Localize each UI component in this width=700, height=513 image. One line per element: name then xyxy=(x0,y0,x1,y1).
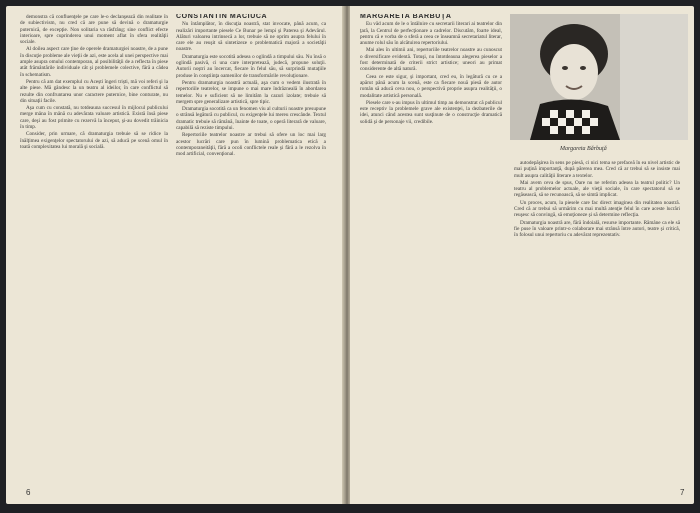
right-page xyxy=(350,6,694,504)
paragraph: Dramaturgia este socotită adesea o oglindă a timpului său. Nu însă o oglindă pasivă, ci una care interpretează, judecă, propune soluţii. Autorii noştri au încercat, fiecare în felul său, să surprindă mutaţiile produse în conştiinţa oamenilor de transformările revoluţionare. xyxy=(176,53,326,79)
author-byline: CONSTANTIN MACIUCĂ xyxy=(176,14,268,20)
paragraph: Repertoriile teatrelor noastre ar trebui să ofere un loc mai larg acestor lucrări care pun în lumină problematica etică a contemporaneităţii, fără a ocoli conflictele reale şi fără a le rezolva în mod artificial, convenţional. xyxy=(176,132,326,158)
paragraph: Mai avem ceva de spus, Oare nu ne referim adesea la teatrul politic? Un teatru al problemelor actuale, ale vieţii sociale, în care spectatorul să se regăsească, să se recunoască, să se simtă implicat. xyxy=(514,179,680,199)
left-page-column-1 xyxy=(20,14,168,464)
paragraph: autodepăşirea în sens pe piesă, ci nici tema se prefaceă în ea nivel artistic de mai puţină importanţă, după părerea mea. Cred că ar trebui să se insiste mai mult asupra calităţii literare a textelor. xyxy=(514,160,680,179)
paragraph: Consider, prin urmare, că dramaturgia trebuie să se ridice la înălţimea exigenţelor spectatorului de azi, să aducă pe scenă omul în toată complexitatea lui morală şi socială. xyxy=(20,131,168,150)
paragraph: Aşa cum cu constată, nu totdeauna succesul în mijlocul publicului merge mâna în mână cu adevărata valoare artistică. Există însă piese care, deşi au fost primite cu rezervă la început, şi-au dovedit trăinicia în timp. xyxy=(20,105,168,131)
left-page-column-2 xyxy=(176,14,326,494)
paragraph: Nu întâmplător, în discuţia noastră, stat invocate, până acum, ca realizări importante piesele Ce Bunar pe lempi şi Paterea şi Adevărul. Alături valoarea intrinsecă a lor, trebuie să ne oprim asupra felului în care ele au reuşit să sintetizeze o problematică majoră a societăţii noastre. xyxy=(176,21,326,53)
paragraph: Pentru că am dat exemplul cu Acești îngeri triști, mă voi referi şi la alte piese. Mă gândesc la un teatru al ideilor, în care conflictul să rezulte din confruntarea unor caractere puternice, bine conturate, nu din situaţii facile. xyxy=(20,78,168,104)
author-byline: MARGARETA BĂRBUŢĂ xyxy=(360,14,452,20)
left-page xyxy=(6,6,344,504)
page-number-left: 6 xyxy=(26,488,31,497)
paragraph: Pentru dramaturgia noastră actuală, aşa cum o vedem ilustrată în repertoriile teatrelor, se impune o mai mare îndrăzneală în abordarea temelor. Nu e suficient să ne limităm la cazuri izolate; trebuie să mergem spre generalizare artistică, spre tipic. xyxy=(176,79,326,105)
paragraph: Dramaturgia socotită ca un fenomen viu al culturii noastre presupune o strânsă legătură cu publicul, cu exigenţele lui mereu crescânde. Textul dramatic trebuie să rămână, înainte de toate, o operă literară de valoare, capabilă să reziste timpului. xyxy=(176,106,326,132)
paragraph: Al doilea aspect care ţine de operele dramaturgiei noastre, de a pune în discuţie probleme ale vieţii de azi, este acela al unei perspective mai ample asupra omului contemporan, al posibilităţii de a reflecta în piese atât frământările individuale cât şi problemele colective, fără a cădea în schematism. xyxy=(20,46,168,78)
author-portrait-photo xyxy=(510,14,688,140)
portrait-illustration xyxy=(510,14,688,140)
paragraph: demonstra că confluenţele pe care le-o declanşează din realitate în de subiectivism, nu cred că are pune să devină o dramaturgie puternică, de excepţie. Non solitaria va răsfrâng; sine conflict efecte interioare, spre cuprinderea unui moment aflat în sfera realităţii sociale. xyxy=(20,14,168,46)
paragraph: Mai ales în ultimii ani, repertoriile teatrelor noastre au cunoscut o diversificare evidentă. Totuşi, nu întotdeauna alegerea pieselor a fost determinată de criterii strict artistice; uneori au primat considerente de altă natură. xyxy=(360,47,502,73)
paragraph: Eu văd acum de le o întâlnire cu secretarii literari ai teatrelor din ţară, la Centrul de perfecţionare a cadrelor. Discutăm, foarte ideal, pentru că e vorba de o sferă a ceea ce înseamnă secretariatul literar, anume rolul său în alcătuirea repertoriului. xyxy=(360,21,502,47)
paragraph: Piesele care s-au impus în ultimul timp au demonstrat că publicul este receptiv la problemele grave ale existenţei, la dezbaterile de idei, atunci când acestea sunt susţinute de o construcţie dramatică solidă şi de personaje vii, credibile. xyxy=(360,99,502,125)
paragraph: Un proces, acum, la piesele care fac direct imaginea din realitatea noastră. Cred că ar trebui să urmărim cu mai multă atenţie felul în care aceste lucrări reuşesc să convingă, să emoţioneze şi să determine reflecţia. xyxy=(514,199,680,219)
right-page-column-1 xyxy=(360,14,502,498)
photo-caption: Margareta Bărbuţă xyxy=(560,146,607,152)
page-number-right: 7 xyxy=(680,488,685,497)
paragraph: Ceea ce este sigur, şi important, cred eu, în legătură cu ce a apărut până acum la scenă, este ca fiecare nouă piesă de autor român să aducă ceva nou, o perspectivă proprie asupra realităţii, o modalitate artistică personală. xyxy=(360,73,502,99)
paragraph: Dramaturgia noastră are, fără îndoială, resurse importante. Rămâne ca ele să fie puse în valoare printr-o colaborare mai strânsă între autori, teatre şi critică, în folosul unui repertoriu cu adevărat reprezentativ. xyxy=(514,219,680,239)
right-page-column-2 xyxy=(514,160,680,486)
